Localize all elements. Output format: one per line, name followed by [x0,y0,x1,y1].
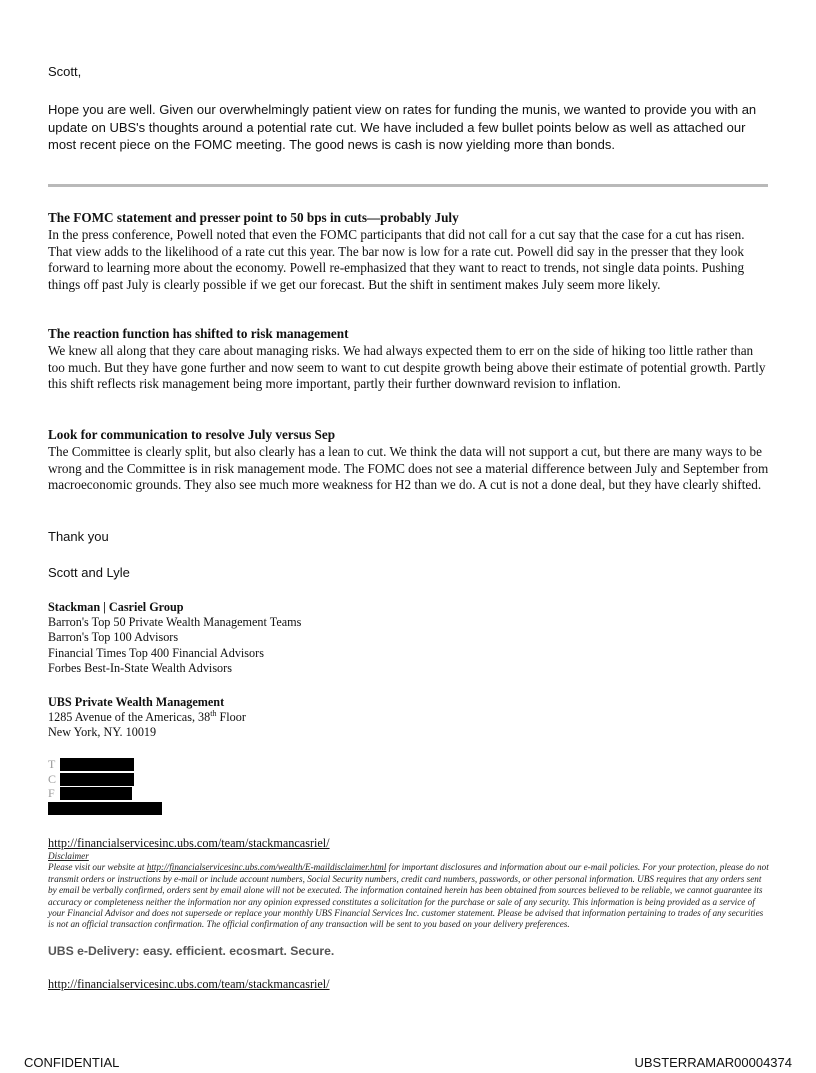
contact-label: C [48,771,57,786]
team-link-top [48,836,770,851]
firm-name: UBS Private Wealth Management [48,695,225,709]
honor-item: Forbes Best-In-State Wealth Advisors [48,660,232,675]
section-heading: The reaction function has shifted to risk management [48,326,349,341]
signature-group [48,600,770,676]
honor-item: Barron's Top 50 Private Wealth Management Teams [48,615,302,630]
honor-item: Barron's Top 100 Advisors [48,630,179,645]
section-body: In the press conference, Powell noted that even the FOMC participants that did not call for a cut say that the case for a cut has risen. That view adds to the likelihood of a rate cut this year. The bar now is low for a rate cut. Powell did say in the presser that they look forward to learning more about the economy. Powell re-emphasized that they want to react to trends, not single data points. Pushing things off past July is clearly possible if we get our forecast. But the shift in sentiment makes July seem more likely. [48,226,745,293]
disclaimer-url-link[interactable]: http://financialservicesinc.ubs.com/wealth/E-maildisclaimer.html [146,862,387,873]
contact-row [48,786,770,801]
honor-item: Financial Times Top 400 Financial Advisors [48,645,264,660]
edelivery-tagline: UBS e-Delivery: easy. efficient. ecosmart. Secure. [48,944,335,958]
confidential-label: CONFIDENTIAL [24,1055,120,1070]
contact-block [48,757,770,815]
redaction-box [60,773,134,786]
contact-row [48,757,770,772]
contact-label: T [48,757,56,771]
contact-label: F [48,786,55,800]
section-july-vs-sep [48,427,770,494]
team-url-link[interactable]: http://financialservicesinc.ubs.com/team/stackmancasriel/ [48,977,330,991]
team-link-bottom [48,977,770,992]
redaction-box [60,787,132,800]
city-address: New York, NY. 10019 [48,725,157,740]
divider [48,184,768,187]
signoff: Scott and Lyle [48,565,130,580]
section-fomc-statement [48,210,770,294]
section-heading: The FOMC statement and presser point to 50 bps in cuts—probably July [48,210,459,225]
street-address: 1285 Avenue of the Americas, 38th Floor [48,709,246,725]
bates-number: UBSTERRAMAR00004374 [634,1055,792,1070]
team-url-link[interactable]: http://financialservicesinc.ubs.com/team/stackmancasriel/ [48,836,330,850]
section-reaction-function [48,326,770,393]
disclaimer-label[interactable]: Disclaimer [48,851,89,861]
disclaimer-text: Please visit our website at http://financialservicesinc.ubs.com/wealth/E-maildisclaimer.html for important disclosures and information about our e-mail policies. For your protection, please do not transmit orders or instructions by e-mail or include account numbers, Social Security numbers, credit card numbers, passwords, or other personal information. UBS requires that any orders sent by email be verbally confirmed, orders sent by email alone will not be executed. The information contained herein has been obtained from sources believed to be reliable, we cannot guarantee its accuracy or completeness neither the information nor any opinion expressed constitutes a solicitation for the purchase or sale of any security. This information is being provided as a service of your Financial Advisor and does not supersede or replace your monthly UBS Financial Services Inc. customer statement. Please be advised that information pertaining to trades of any securities is not an official transaction confirmation. The official confirmation of any transaction will be sent to you based on your delivery preferences. [48,862,769,930]
greeting: Scott, [48,64,82,79]
disclaimer-block [48,851,770,931]
section-body: The Committee is clearly split, but also clearly has a lean to cut. We think the data will not support a cut, but there are many ways to be wrong and the Committee is in risk management mode. The FOMC does not see a material difference between July and September from macroeconomic grounds. They also see much more weakness for H2 than we do. A cut is not a done deal, but they have clearly shifted. [48,443,769,493]
thanks-line: Thank you [48,529,109,544]
section-heading: Look for communication to resolve July versus Sep [48,427,336,442]
contact-row [48,801,770,816]
signature-firm [48,695,770,741]
intro-paragraph: Hope you are well. Given our overwhelmingly patient view on rates for funding the munis, we wanted to provide you with an update on UBS's thoughts around a potential rate cut. We have included a few bullet points below as well as attached our most recent piece on the FOMC meeting. The good news is cash is now yielding more than bonds. [48,102,757,152]
redaction-box [48,802,162,815]
contact-row [48,772,770,787]
group-name: Stackman | Casriel Group [48,600,184,614]
section-body: We knew all along that they care about managing risks. We had always expected them to err on the side of hiking too little rather than too much. But they have gone further and now seem to want to cut despite growth being above their estimate of potential growth. Partly this shift reflects risk management being more important, partly their further downward revision to inflation. [48,342,766,392]
redaction-box [60,758,134,771]
